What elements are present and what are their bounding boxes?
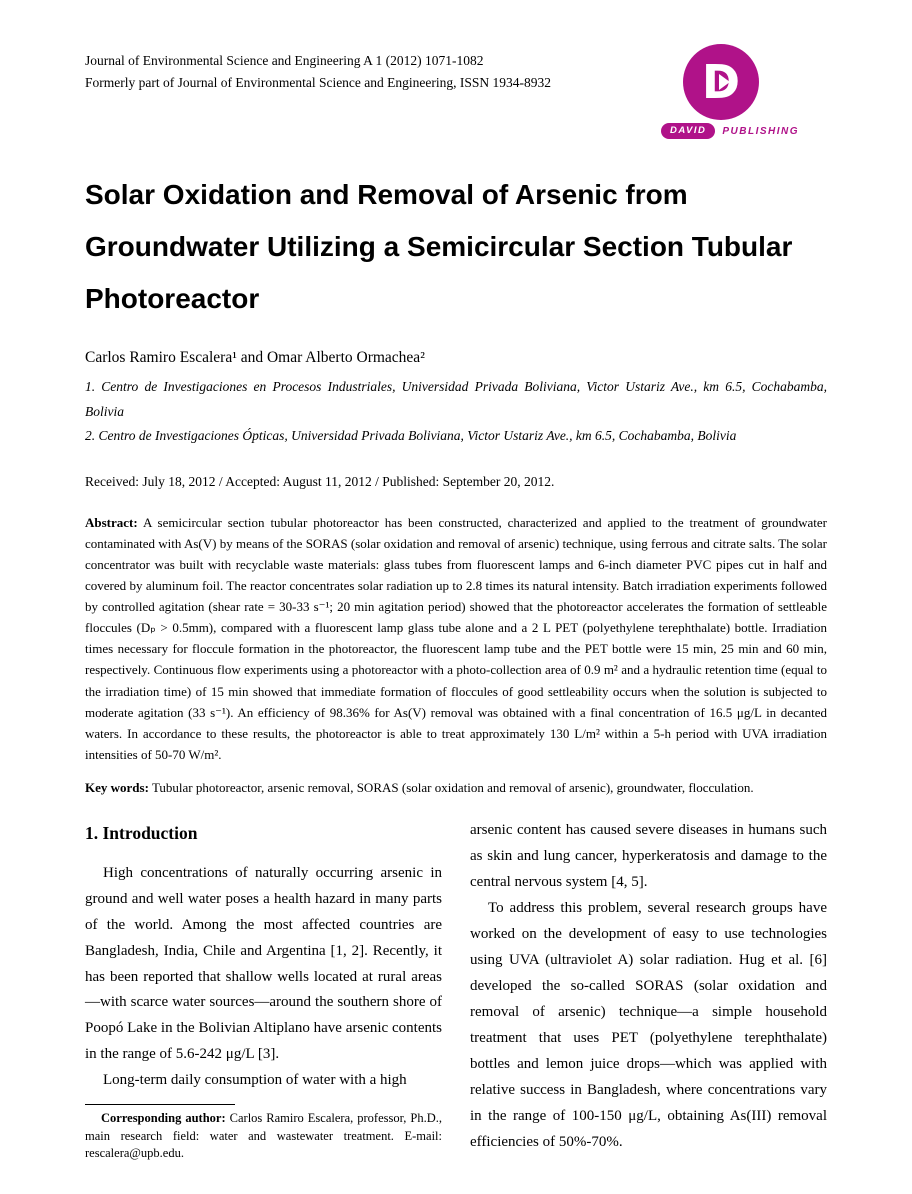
affiliation-1: 1. Centro de Investigaciones en Procesos Industriales, Universidad Privada Boliviana, Victor Ustariz Ave., km 6.5, Cochabamba, Bolivia — [85, 379, 827, 419]
abstract-label: Abstract: — [85, 515, 138, 531]
dates-line: Received: July 18, 2012 / Accepted: August 11, 2012 / Published: September 20, 2012. — [85, 474, 555, 490]
footnote-label: Corresponding author: — [101, 1111, 226, 1126]
page-header — [85, 44, 827, 139]
introduction-columns — [85, 818, 827, 1162]
intro-left-paragraph-2: Long-term daily consumption of water with a high — [103, 1072, 407, 1089]
right-column — [470, 818, 827, 1162]
authors-line: Carlos Ramiro Escalera¹ and Omar Alberto Ormachea² — [85, 349, 425, 367]
keywords-text: Tubular photoreactor, arsenic removal, SORAS (solar oxidation and removal of arsenic), groundwater, flocculation. — [151, 779, 754, 795]
abstract-text: A semicircular section tubular photoreactor has been constructed, characterized and applied to the treatment of groundwater contaminated with As(V) by means of the SORAS (solar oxidation and removal of arsenic) technique, using ferrous and citrate salts. The solar concentrator was built with recyclable waste materials: glass tubes from fluorescent lamps and 6-inch diameter PVC pipes cut in half and covered by aluminum foil. The reactor concentrates solar radiation up to 2.8 times its natural intensity. Batch irradiation experiments followed by controlled agitation (shear rate = 30-33 s⁻¹; 20 min agitation period) showed that the photoreactor accelerates the formation of settleable floccules (Dₚ > 0.5mm), compared with a fluorescent lamp glass tube alone and a 2 L PET (polyethylene terephthalate) bottle. Irradiation times necessary for floccule formation in the photoreactor, the fluorescent lamp tube and the PET bottle were 15 min, 25 min and 60 min, respectively. Continuous flow experiments using a photoreactor with a photo-collection area of 0.9 m² and a hydraulic retention time (equal to the irradiation time) of 15 min showed that immediate formation of floccules of good settleability occurs when the solution is subjected to moderate agitation (33 s⁻¹). An efficiency of 98.36% for As(V) removal was obtained with a final concentration of 16.5 μg/L in decanted waters. In accordance to these results, the photoreactor is able to treat approximately 130 L/m² within a 5-h period with UVA irradiation intensities of 50-70 W/m². — [85, 515, 827, 762]
abstract-paragraph — [85, 512, 827, 765]
paper-title: Solar Oxidation and Removal of Arsenic from Groundwater Utilizing a Semicircular Section Tubular Photoreactor — [85, 179, 793, 315]
footnote-body: Carlos Ramiro Escalera, professor, Ph.D., main research field: water and wastewater treatment. E-mail: rescalera@upb.edu. — [85, 1111, 443, 1161]
publisher-logo-icon — [683, 44, 759, 120]
footnote-divider — [85, 1104, 235, 1105]
intro-right-paragraph-1: arsenic content has caused severe diseases in humans such as skin and lung cancer, hyperkeratosis and damage to the central nervous system [4, 5]. — [470, 822, 827, 891]
section-heading-introduction: 1. Introduction — [85, 823, 198, 844]
logo-letter-d: D — [701, 55, 741, 109]
publisher-suffix-label: PUBLISHING — [722, 125, 800, 137]
affiliation-2: 2. Centro de Investigaciones Ópticas, Universidad Privada Boliviana, Victor Ustariz Ave., km 6.5, Cochabamba, Bolivia — [85, 427, 737, 443]
intro-left-paragraph-1: High concentrations of naturally occurring arsenic in ground and well water poses a health hazard in many parts of the world. Among the most affected countries are Bangladesh, India, Chile and Argentina [1, 2]. Recently, it has been reported that shallow wells located at rural areas—with scarce water sources—around the southern shore of Poopó Lake in the Bolivian Altiplano have arsenic contents in the range of 5.6-242 μg/L [3]. — [85, 864, 442, 1063]
affiliations-block — [85, 375, 827, 448]
corresponding-author-footnote — [85, 1094, 442, 1163]
david-publishing-logo — [649, 44, 827, 139]
publisher-name-badge: DAVID — [661, 123, 715, 139]
keywords-line — [85, 778, 827, 799]
journal-issn-line: Formerly part of Journal of Environmental Science and Engineering, ISSN 1934-8932 — [85, 74, 552, 90]
journal-header-text — [85, 44, 551, 93]
intro-right-paragraph-2: To address this problem, several research groups have worked on the development of easy to use technologies using UVA (ultraviolet A) solar radiation. Hug et al. [6] developed the so-called SORAS (solar oxidation and removal of arsenic) technique—a simple household treatment that uses PET (polyethylene terephthalate) bottles and lemon juice drops—which was applied with relative success in Bangladesh, where concentrations vary in the range of 100-150 μg/L, obtaining As(III) removal efficiencies of 50%-70%. — [470, 900, 827, 1150]
footnote-text — [85, 1110, 442, 1163]
logo-triangle-icon — [719, 74, 730, 90]
keywords-label: Key words: — [85, 779, 149, 795]
publisher-wordmark — [661, 123, 799, 139]
left-column — [85, 818, 442, 1162]
journal-citation-line: Journal of Environmental Science and Engineering A 1 (2012) 1071-1082 — [85, 53, 484, 68]
